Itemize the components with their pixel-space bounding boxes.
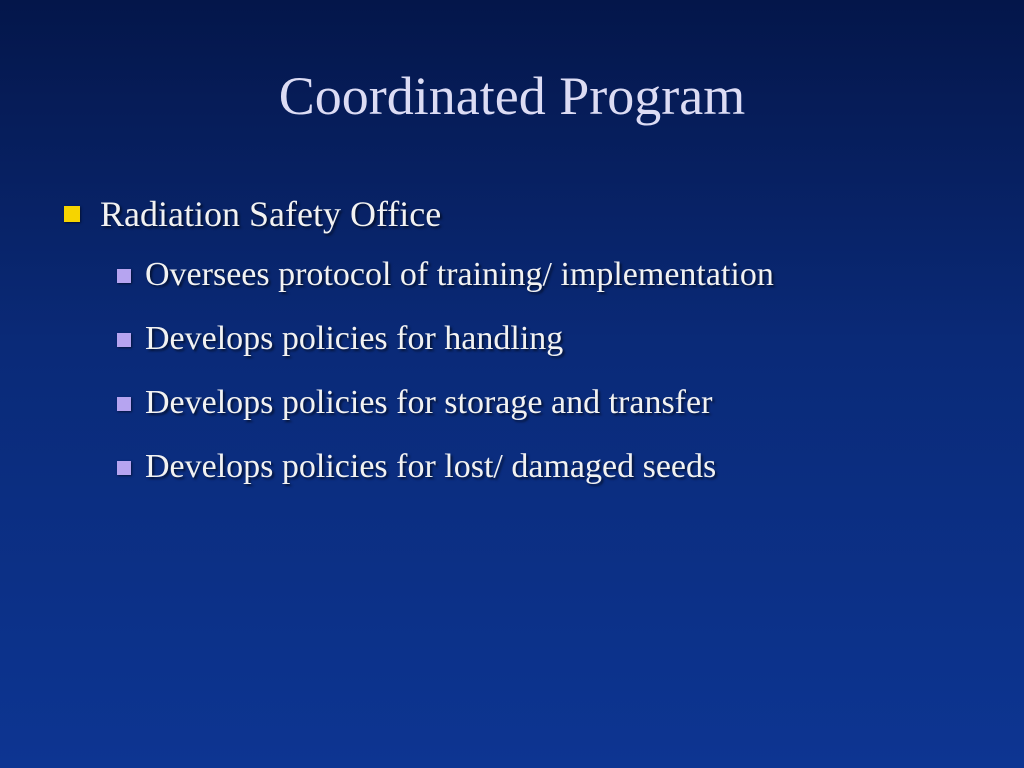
bullet-item-radiation-safety-office (60, 187, 980, 241)
slide-content (60, 187, 980, 505)
square-bullet-icon (117, 461, 131, 475)
sub-bullet-item-training (115, 249, 980, 301)
sub-bullet-text: Develops policies for storage and transfer (145, 384, 713, 421)
slide-title: Coordinated Program (278, 66, 746, 126)
square-bullet-icon (117, 397, 131, 411)
sub-bullet-item-lost-damaged (115, 441, 980, 493)
bullet-text: Radiation Safety Office (100, 194, 442, 234)
sub-bullet-text: Develops policies for handling (145, 320, 564, 357)
sub-bullet-text: Oversees protocol of training/ implementation (145, 256, 774, 293)
square-bullet-icon (117, 333, 131, 347)
sub-bullet-item-handling (115, 313, 980, 365)
square-bullet-icon (64, 206, 80, 222)
square-bullet-icon (117, 269, 131, 283)
sub-bullet-text: Develops policies for lost/ damaged seeds (145, 448, 717, 485)
sub-bullet-item-storage-transfer (115, 377, 980, 429)
